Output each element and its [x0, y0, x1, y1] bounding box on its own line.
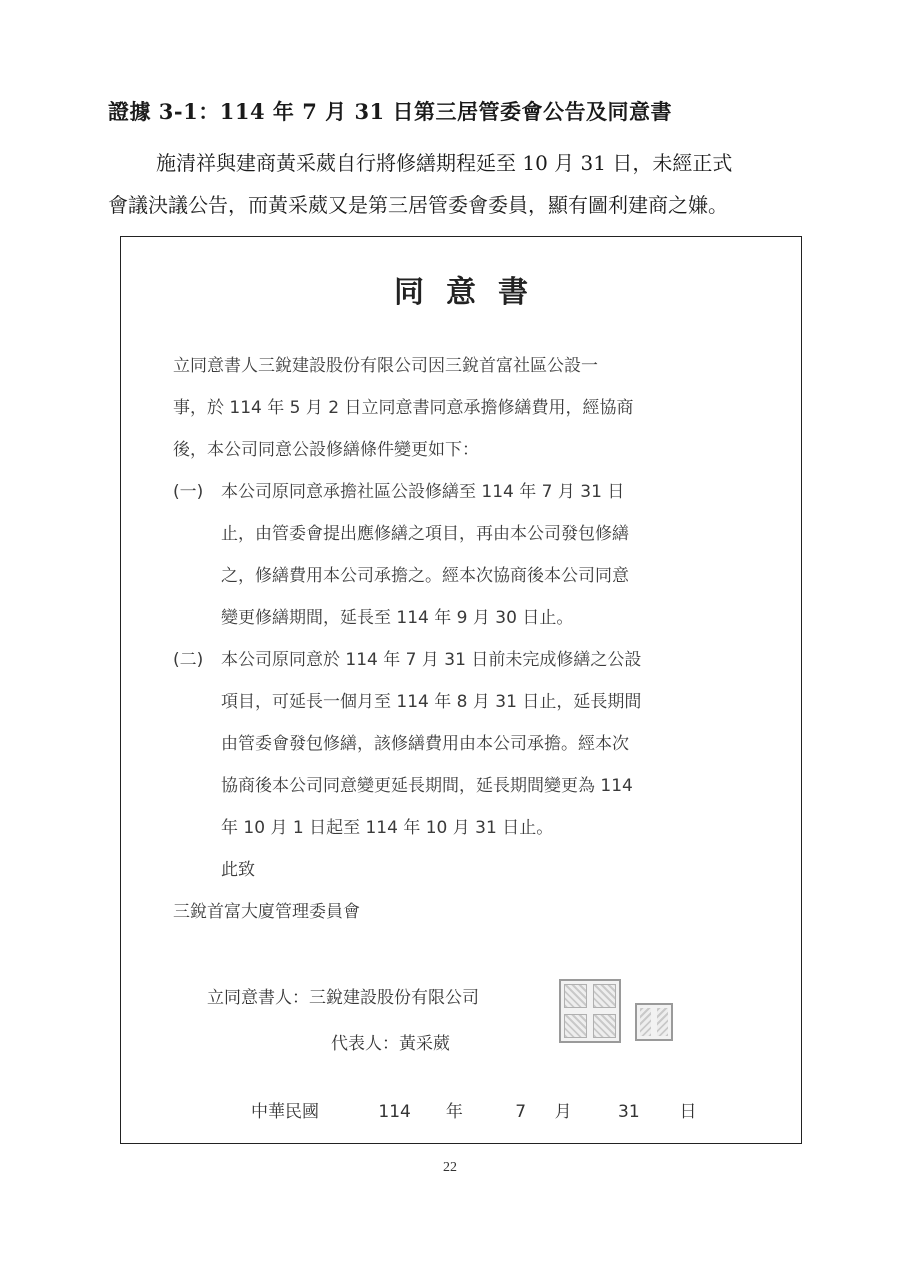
intro-paragraph [108, 142, 828, 226]
page-number: 22 [443, 1160, 457, 1175]
intro-line: 施清祥與建商黃采葳自行將修繕期程延至 10 月 31 日，未經正式 [156, 151, 733, 175]
document-body [173, 345, 773, 933]
date-year-unit: 年 [445, 1102, 463, 1122]
consent-document [120, 236, 802, 1144]
clause-line: 由管委會發包修繕，該修繕費用由本公司承擔。經本次 [221, 734, 629, 754]
recipient: 三銳首富大廈管理委員會 [173, 902, 360, 922]
date-era: 中華民國 [251, 1102, 319, 1122]
intro-line: 會議決議公告，而黃采葳又是第三居管委會委員，顯有圖利建商之嫌。 [108, 193, 728, 217]
personal-seal-stamp [635, 1003, 673, 1041]
salutation: 此致 [221, 860, 255, 880]
date-year: 114 [378, 1102, 411, 1122]
clause-line: 本公司原同意於 114 年 7 月 31 日前未完成修繕之公設 [221, 650, 642, 670]
date-month: 7 [515, 1102, 527, 1122]
clause-line: 之，修繕費用本公司承擔之。經本次協商後本公司同意 [221, 566, 629, 586]
clause-line: 止，由管委會提出應修繕之項目，再由本公司發包修繕 [221, 524, 629, 544]
document-title: 同意書 [394, 275, 550, 310]
date-day-unit: 日 [679, 1102, 697, 1122]
clause-line: 協商後本公司同意變更延長期間，延長期間變更為 114 [221, 776, 633, 796]
date-month-unit: 月 [554, 1102, 572, 1122]
date-day: 31 [618, 1102, 640, 1122]
clause-line: 本公司原同意承擔社區公設修繕至 114 年 7 月 31 日 [221, 482, 625, 502]
evidence-heading: 證據 3-1：114 年 7 月 31 日第三居管委會公告及同意書 [108, 99, 672, 124]
company-seal-stamp [559, 979, 621, 1043]
representative-line: 代表人：黃采葳 [331, 1034, 450, 1054]
clause-line: 年 10 月 1 日起至 114 年 10 月 31 日止。 [221, 818, 554, 838]
clause-number: (一) [173, 482, 204, 502]
clause-line: 項目，可延長一個月至 114 年 8 月 31 日止，延長期間 [221, 692, 642, 712]
body-line: 立同意書人三銳建設股份有限公司因三銳首富社區公設一 [173, 356, 598, 376]
clause-2 [173, 639, 773, 849]
body-line: 事，於 114 年 5 月 2 日立同意書同意承擔修繕費用，經協商 [173, 398, 634, 418]
body-line: 後，本公司同意公設修繕條件變更如下： [173, 440, 479, 460]
clause-1 [173, 471, 773, 639]
clause-line: 變更修繕期間，延長至 114 年 9 月 30 日止。 [221, 608, 574, 628]
signature-date [251, 1097, 696, 1122]
signer-line: 立同意書人：三銳建設股份有限公司 [207, 988, 479, 1008]
clause-number: (二) [173, 650, 204, 670]
